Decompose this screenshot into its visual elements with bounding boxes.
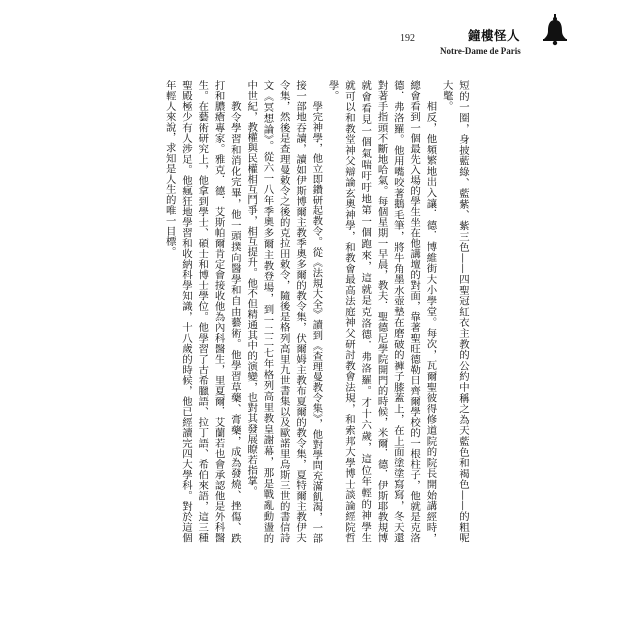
text-column: 聖殿極少有人涉足。他瘋狂地學習和收納科學知識，十八歲的時候，他已經讀完四大學科。對於這個 [179, 80, 192, 543]
text-column: 相反，他頻繁地出入讓．德．博維街大小學堂。每次，瓦爾聖彼得修道院的院長開始講經時， [424, 100, 437, 543]
text-column: 大氅。 [440, 80, 453, 112]
text-column: 年輕人來說，求知是人生的唯一目標。 [163, 80, 176, 257]
text-column: 短的一圈，身披藍綠、藍紫、紫三色——四聖冠紅衣主教的公約中稱之為天藍色和褐色——的粗呢 [457, 80, 469, 543]
book-title: 鐘樓怪人 [468, 28, 521, 43]
text-column: 生。在藝術研究上，他拿到學士、碩士和博士學位。他學習了古希臘語、拉丁語、希伯來語，這三種 [196, 80, 209, 543]
text-column: 令集，然後是查理曼敕令之後的克拉田敕令，隨後是格列高里九世書集以及歐諾里烏斯三世的書信詩 [277, 80, 290, 543]
text-column: 就可以和教堂神父辯論玄奧神學，和教會最高法庭神父研討教會法規，和索邦大學博士談論經院哲 [342, 80, 355, 543]
text-column: 教令學習和消化完畢，他一頭撲向醫學和自由藝術。他學習草藥、膏藥，成為發燒、挫傷、跌 [228, 100, 241, 543]
text-column: 打和膿瘡專家。雅克．德．艾斯帕爾肯定會接收他為內科醫生，里夏爾．艾蘭若也會承認他是外科醫 [212, 80, 225, 543]
body-text [161, 80, 471, 543]
text-column: 就會看見一個氣喘吁吁地第一個跑來，這就是克洛德．弗洛羅。才十六歲，這位年輕的神學生 [359, 80, 372, 543]
text-column: 總會看到一個最先入場的學生坐在他講壇的對面，靠著聖旺德勒日齊爾學校的一根柱子，他就是克洛 [408, 80, 421, 543]
text-column: 學完神學，他立即鑽研起教令。從《法規大全》讀到《查理曼教令集》，他對學問充滿飢渴，一部 [310, 100, 323, 543]
text-column: 德．弗洛羅。他用嘴咬著鵝毛筆，將牛角墨水壺墊在磨破的褲子膝蓋上，在上面塗塗寫寫，冬天還 [391, 80, 404, 543]
text-column: 學。 [326, 80, 339, 101]
text-column: 對著手指頭不斷地哈氣。每個星期一早晨，教夫．聖德尼學院開門的時候，米爾．德．伊斯耶教規博 [375, 80, 388, 543]
book-subtitle: Notre-Dame de Paris [440, 46, 521, 56]
bell-icon [542, 14, 568, 46]
text-column: 接一部地吞讀，讀如伊斯博爾主教季奧多爾的教令集，伏爾姆主教布夏爾的教令集，夏特爾主教伊夫 [294, 80, 307, 543]
page-number: 192 [400, 33, 415, 44]
text-column: 中世紀，教權與民權相互鬥爭，相互提升。他不但精通其中的演變，也對其發展瞭若指掌。 [245, 80, 258, 496]
text-column: 文《冥想論》。從六一八年季奧多爾主教登場，到一二二七年格列高里教皇謝幕，那是戰亂動盪的 [261, 80, 274, 543]
